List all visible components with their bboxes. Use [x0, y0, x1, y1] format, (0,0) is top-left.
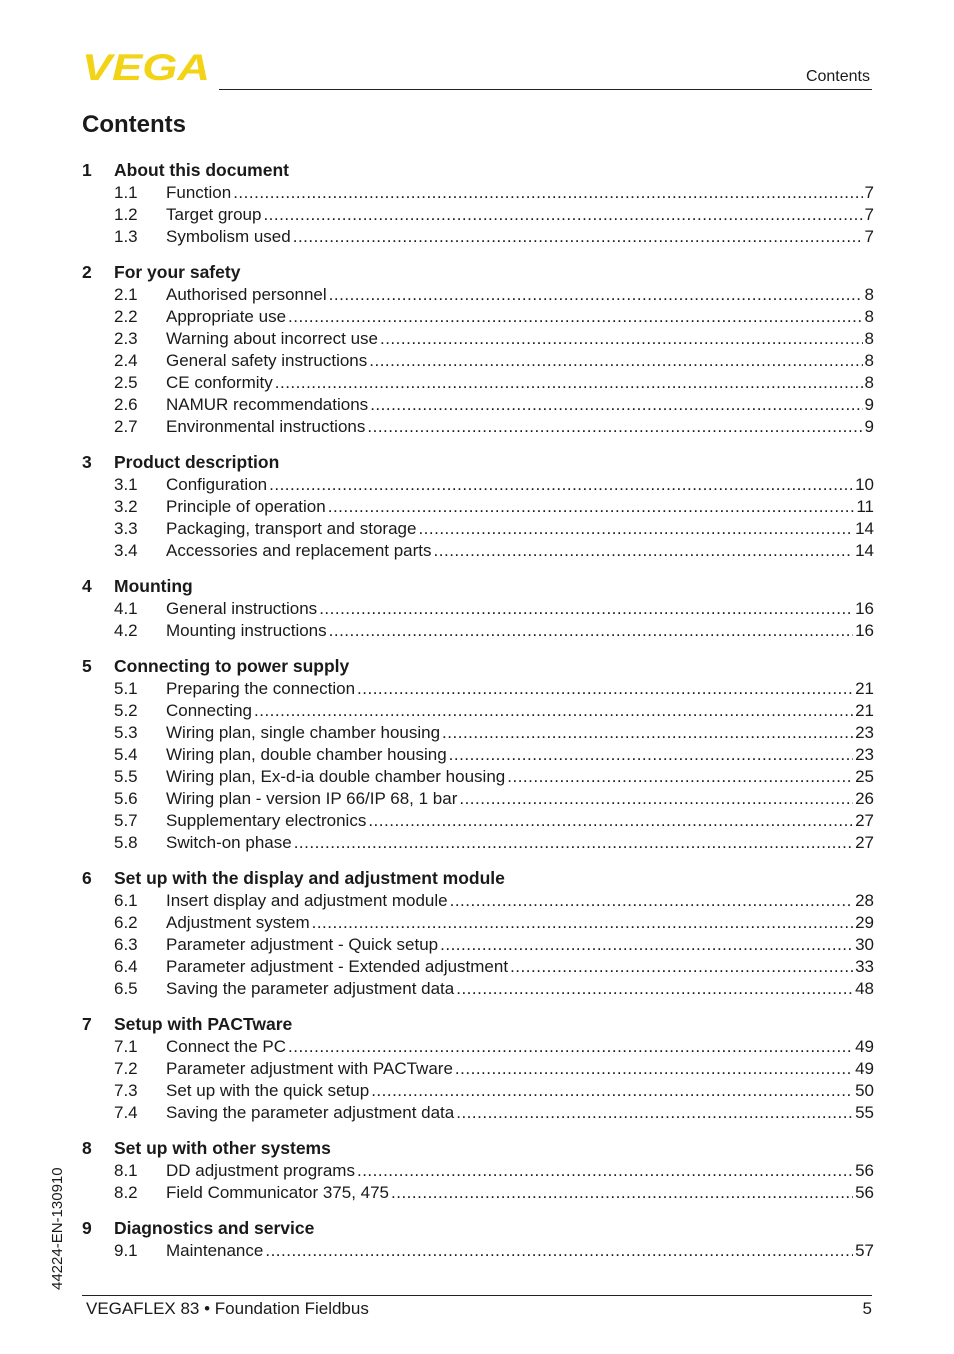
section-title: Set up with the display and adjustment module: [114, 868, 505, 888]
toc-section-heading[interactable]: [82, 1136, 874, 1160]
dot-leader: [459, 788, 853, 810]
entry-page-number: 56: [855, 1183, 874, 1202]
toc-entry[interactable]: [82, 1240, 874, 1262]
entry-number: 6.4: [114, 957, 138, 976]
dot-leader: [442, 722, 853, 744]
entry-number: 4.2: [114, 621, 138, 640]
toc-section-heading[interactable]: [82, 574, 874, 598]
entry-title: Supplementary electronics: [166, 811, 367, 830]
entry-number: 2.1: [114, 285, 138, 304]
entry-page-number: 49: [855, 1059, 874, 1078]
entry-title: Maintenance: [166, 1241, 264, 1260]
toc-section-heading[interactable]: [82, 866, 874, 890]
entry-page-number: 23: [855, 723, 874, 742]
entry-page-number: 27: [855, 811, 874, 830]
entry-number: 6.5: [114, 979, 138, 998]
entry-number: 7.2: [114, 1059, 138, 1078]
entry-number: 5.4: [114, 745, 138, 764]
entry-number: 3.2: [114, 497, 138, 516]
toc-entry[interactable]: [82, 678, 874, 700]
entry-number: 5.2: [114, 701, 138, 720]
entry-page-number: 8: [864, 329, 874, 348]
entry-title: Saving the parameter adjustment data: [166, 979, 455, 998]
toc-entry[interactable]: [82, 912, 874, 934]
footer-divider: [82, 1295, 872, 1296]
toc-entry[interactable]: [82, 788, 874, 810]
entry-page-number: 9: [864, 417, 874, 436]
entry-title: Packaging, transport and storage: [166, 519, 417, 538]
entry-page-number: 8: [864, 307, 874, 326]
section-title: For your safety: [114, 262, 241, 282]
entry-title: Adjustment system: [166, 913, 310, 932]
entry-title: Principle of operation: [166, 497, 326, 516]
toc-section: [82, 260, 874, 438]
entry-title: General instructions: [166, 599, 318, 618]
section-number: 1: [82, 160, 92, 180]
entry-title: Function: [166, 183, 232, 202]
toc-entry[interactable]: [82, 598, 874, 620]
dot-leader: [391, 1182, 853, 1204]
entry-page-number: 49: [855, 1037, 874, 1056]
toc-section: [82, 866, 874, 1000]
entry-title: Mounting instructions: [166, 621, 327, 640]
entry-title: Switch-on phase: [166, 833, 292, 852]
toc-section: [82, 450, 874, 562]
entry-number: 8.1: [114, 1161, 138, 1180]
toc-section-heading[interactable]: [82, 1012, 874, 1036]
dot-leader: [319, 598, 853, 620]
entry-number: 9.1: [114, 1241, 138, 1260]
toc-entry[interactable]: [82, 372, 874, 394]
entry-number: 3.4: [114, 541, 138, 560]
toc-section-heading[interactable]: [82, 450, 874, 474]
entry-number: 5.8: [114, 833, 138, 852]
toc-entry[interactable]: [82, 766, 874, 788]
dot-leader: [449, 744, 853, 766]
entry-page-number: 10: [855, 475, 874, 494]
toc-entry[interactable]: [82, 1160, 874, 1182]
vega-logo: [82, 52, 212, 82]
section-number: 3: [82, 452, 92, 472]
dot-leader: [254, 700, 853, 722]
dot-leader: [367, 416, 862, 438]
section-number: 7: [82, 1014, 92, 1034]
entry-page-number: 26: [855, 789, 874, 808]
entry-page-number: 21: [855, 701, 874, 720]
entry-page-number: 33: [855, 957, 874, 976]
dot-leader: [288, 1036, 853, 1058]
entry-page-number: 9: [864, 395, 874, 414]
dot-leader: [434, 540, 854, 562]
entry-title: Appropriate use: [166, 307, 287, 326]
dot-leader: [275, 372, 863, 394]
dot-leader: [269, 474, 853, 496]
toc-entry[interactable]: [82, 934, 874, 956]
toc-section-heading[interactable]: [82, 654, 874, 678]
section-number: 5: [82, 656, 92, 676]
entry-title: Wiring plan, Ex-d-ia double chamber housing: [166, 767, 506, 786]
dot-leader: [507, 766, 853, 788]
entry-title: Field Communicator 375, 475: [166, 1183, 390, 1202]
entry-title: Environmental instructions: [166, 417, 366, 436]
entry-page-number: 29: [855, 913, 874, 932]
entry-number: 2.7: [114, 417, 138, 436]
dot-leader: [265, 1240, 853, 1262]
svg-text:VEGA: VEGA: [82, 52, 210, 82]
entry-title: NAMUR recommendations: [166, 395, 369, 414]
entry-number: 6.3: [114, 935, 138, 954]
section-title: About this document: [114, 160, 289, 180]
entry-number: 6.1: [114, 891, 138, 910]
entry-number: 5.5: [114, 767, 138, 786]
section-number: 4: [82, 576, 92, 596]
entry-number: 5.3: [114, 723, 138, 742]
entry-number: 1.3: [114, 227, 138, 246]
table-of-contents: [82, 158, 874, 1274]
header-divider: [219, 89, 872, 90]
document-code: 44224-EN-130910: [49, 1167, 66, 1290]
entry-number: 2.4: [114, 351, 138, 370]
entry-page-number: 23: [855, 745, 874, 764]
entry-number: 7.3: [114, 1081, 138, 1100]
dot-leader: [312, 912, 853, 934]
toc-entry[interactable]: [82, 306, 874, 328]
section-title: Set up with other systems: [114, 1138, 331, 1158]
entry-number: 1.1: [114, 183, 138, 202]
toc-entry[interactable]: [82, 350, 874, 372]
toc-entry[interactable]: [82, 1182, 874, 1204]
dot-leader: [380, 328, 863, 350]
toc-entry[interactable]: [82, 394, 874, 416]
entry-title: Accessories and replacement parts: [166, 541, 432, 560]
entry-page-number: 56: [855, 1161, 874, 1180]
toc-section: [82, 1012, 874, 1124]
entry-title: Connecting: [166, 701, 253, 720]
entry-title: Wiring plan - version IP 66/IP 68, 1 bar: [166, 789, 458, 808]
entry-number: 2.3: [114, 329, 138, 348]
toc-section: [82, 574, 874, 642]
toc-section-heading[interactable]: [82, 260, 874, 284]
footer-page-number: 5: [862, 1299, 872, 1318]
dot-leader: [456, 978, 853, 1000]
section-title: Connecting to power supply: [114, 656, 350, 676]
toc-entry[interactable]: [82, 890, 874, 912]
dot-leader: [418, 518, 853, 540]
section-number: 6: [82, 868, 92, 888]
toc-entry[interactable]: [82, 540, 874, 562]
entry-page-number: 25: [855, 767, 874, 786]
entry-page-number: 28: [855, 891, 874, 910]
toc-entry[interactable]: [82, 832, 874, 854]
toc-entry[interactable]: [82, 496, 874, 518]
entry-page-number: 8: [864, 373, 874, 392]
entry-page-number: 27: [855, 833, 874, 852]
entry-number: 7.4: [114, 1103, 138, 1122]
entry-number: 3.3: [114, 519, 138, 538]
entry-title: Saving the parameter adjustment data: [166, 1103, 455, 1122]
toc-section-heading[interactable]: [82, 158, 874, 182]
entry-number: 5.1: [114, 679, 138, 698]
section-number: 8: [82, 1138, 92, 1158]
header-section-label: Contents: [805, 68, 870, 85]
toc-entry[interactable]: [82, 204, 874, 226]
toc-entry[interactable]: [82, 1036, 874, 1058]
toc-entry[interactable]: [82, 956, 874, 978]
toc-entry[interactable]: [82, 226, 874, 248]
page-title: Contents: [82, 111, 186, 138]
dot-leader: [329, 620, 853, 642]
dot-leader: [357, 678, 853, 700]
entry-page-number: 7: [864, 205, 874, 224]
entry-number: 4.1: [114, 599, 138, 618]
dot-leader: [371, 1080, 853, 1102]
section-title: Mounting: [114, 576, 193, 596]
entry-number: 6.2: [114, 913, 138, 932]
dot-leader: [294, 832, 853, 854]
entry-title: CE conformity: [166, 373, 273, 392]
dot-leader: [357, 1160, 853, 1182]
entry-number: 5.7: [114, 811, 138, 830]
toc-entry[interactable]: [82, 284, 874, 306]
dot-leader: [450, 890, 853, 912]
entry-title: Connect the PC: [166, 1037, 287, 1056]
toc-entry[interactable]: [82, 518, 874, 540]
dot-leader: [370, 394, 862, 416]
toc-entry[interactable]: [82, 700, 874, 722]
toc-entry[interactable]: [82, 620, 874, 642]
section-number: 9: [82, 1218, 92, 1238]
entry-page-number: 7: [864, 227, 874, 246]
entry-number: 2.6: [114, 395, 138, 414]
entry-page-number: 50: [855, 1081, 874, 1100]
toc-entry[interactable]: [82, 416, 874, 438]
entry-page-number: 21: [855, 679, 874, 698]
entry-page-number: 48: [855, 979, 874, 998]
toc-entry[interactable]: [82, 182, 874, 204]
entry-title: Wiring plan, double chamber housing: [166, 745, 447, 764]
entry-number: 2.5: [114, 373, 138, 392]
entry-page-number: 8: [864, 285, 874, 304]
toc-entry[interactable]: [82, 722, 874, 744]
entry-title: Preparing the connection: [166, 679, 356, 698]
toc-entry[interactable]: [82, 810, 874, 832]
dot-leader: [440, 934, 853, 956]
entry-page-number: 14: [855, 519, 874, 538]
dot-leader: [288, 306, 863, 328]
toc-entry[interactable]: [82, 1102, 874, 1124]
section-title: Setup with PACTware: [114, 1014, 293, 1034]
entry-title: General safety instructions: [166, 351, 368, 370]
dot-leader: [328, 496, 855, 518]
entry-page-number: 14: [855, 541, 874, 560]
dot-leader: [368, 810, 853, 832]
entry-title: Wiring plan, single chamber housing: [166, 723, 441, 742]
entry-title: Parameter adjustment - Quick setup: [166, 935, 439, 954]
toc-entry[interactable]: [82, 474, 874, 496]
entry-number: 3.1: [114, 475, 138, 494]
toc-section: [82, 158, 874, 248]
entry-page-number: 57: [855, 1241, 874, 1260]
entry-page-number: 30: [855, 935, 874, 954]
toc-section: [82, 1216, 874, 1262]
entry-title: Set up with the quick setup: [166, 1081, 370, 1100]
entry-title: Configuration: [166, 475, 268, 494]
toc-entry[interactable]: [82, 1080, 874, 1102]
toc-entry[interactable]: [82, 1058, 874, 1080]
entry-page-number: 8: [864, 351, 874, 370]
dot-leader: [369, 350, 862, 372]
toc-section-heading[interactable]: [82, 1216, 874, 1240]
toc-section: [82, 654, 874, 854]
entry-title: Symbolism used: [166, 227, 291, 246]
toc-entry[interactable]: [82, 328, 874, 350]
entry-page-number: 16: [855, 599, 874, 618]
entry-page-number: 11: [856, 497, 874, 516]
entry-number: 7.1: [114, 1037, 138, 1056]
entry-page-number: 7: [864, 183, 874, 202]
entry-title: Parameter adjustment - Extended adjustment: [166, 957, 509, 976]
section-title: Product description: [114, 452, 280, 472]
dot-leader: [329, 284, 863, 306]
dot-leader: [263, 204, 862, 226]
entry-title: Warning about incorrect use: [166, 329, 378, 348]
entry-title: DD adjustment programs: [166, 1161, 355, 1180]
dot-leader: [293, 226, 863, 248]
section-title: Diagnostics and service: [114, 1218, 315, 1238]
entry-page-number: 16: [855, 621, 874, 640]
footer-product: VEGAFLEX 83 • Foundation Fieldbus: [86, 1299, 369, 1318]
entry-number: 8.2: [114, 1183, 138, 1202]
toc-entry[interactable]: [82, 978, 874, 1000]
entry-title: Target group: [166, 205, 262, 224]
entry-title: Parameter adjustment with PACTware: [166, 1059, 453, 1078]
dot-leader: [456, 1102, 853, 1124]
entry-page-number: 55: [855, 1103, 874, 1122]
toc-section: [82, 1136, 874, 1204]
entry-number: 5.6: [114, 789, 138, 808]
toc-entry[interactable]: [82, 744, 874, 766]
entry-title: Authorised personnel: [166, 285, 327, 304]
dot-leader: [233, 182, 862, 204]
dot-leader: [510, 956, 853, 978]
section-number: 2: [82, 262, 92, 282]
entry-number: 2.2: [114, 307, 138, 326]
entry-number: 1.2: [114, 205, 138, 224]
entry-title: Insert display and adjustment module: [166, 891, 448, 910]
dot-leader: [455, 1058, 853, 1080]
